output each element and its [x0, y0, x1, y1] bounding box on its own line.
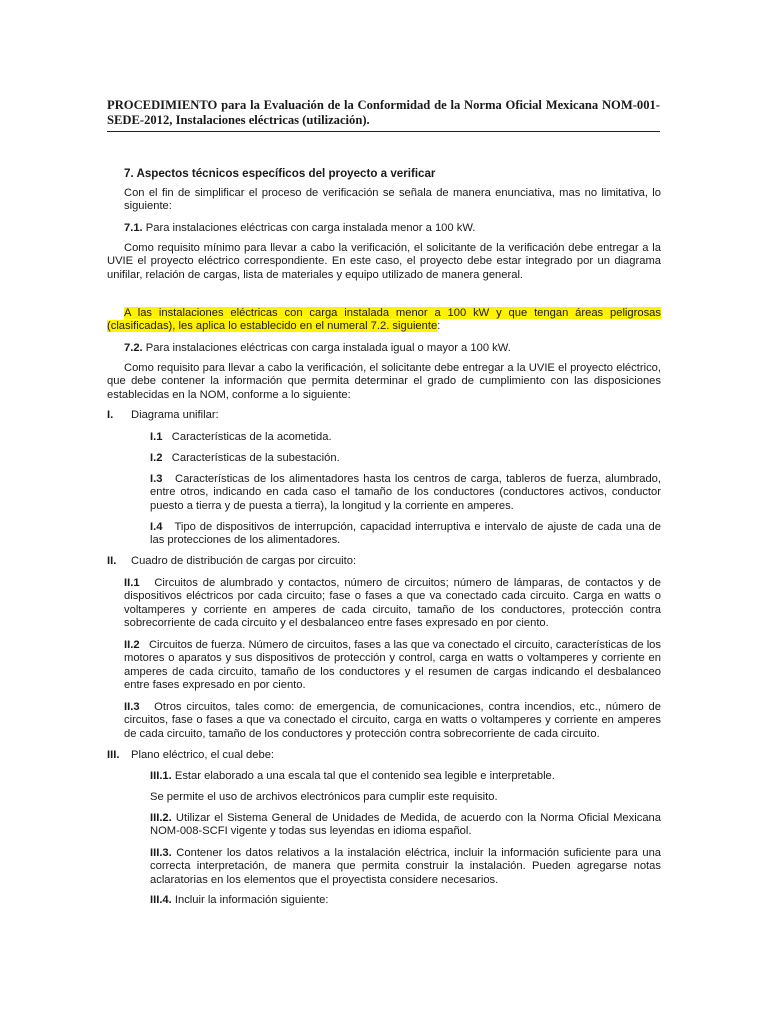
item-II-2-text: Circuitos de fuerza. Número de circuitos, fases a las que va conectado el circuito, características de los motores o aparatos y sus dispositivos de protección y control, carga en watts o voltamperes y corriente en amperes de cada circuito, tamaño de los conductores y el resumen de cargas indicando el desbalanceo entre fases expresado en por ciento.	[124, 639, 661, 692]
highlighted-note-text: A las instalaciones eléctricas con carga instalada menor a 100 kW y que tengan áreas peligrosas (clasificadas), les aplica lo establecido en el numeral 7.2. siguiente	[107, 307, 661, 333]
item-III-label: Plano eléctrico, el cual debe:	[131, 749, 275, 761]
item-I-2-number: I.2	[150, 452, 163, 464]
header-lead: PROCEDIMIENTO	[107, 98, 218, 112]
item-I-3-text: Características de los alimentadores hasta los centros de carga, tableros de fuerza, alumbrado, entre otros, indicando en cada caso el tamaño de los conductores (conductores activos, conductor puesto a tierra y de puesta a tierra), la longitud y la corriente en amperes.	[150, 473, 662, 512]
clause-7-2-requirement: Como requisito para llevar a cabo la verificación, el solicitante debe entregar a la UVIE el proyecto eléctrico, que debe contener la información que permita determinar el grado de cumplimiento con las disposiciones establecidas en la NOM, conforme a lo siguiente:	[107, 362, 661, 401]
section-title: 7. Aspectos técnicos específicos del proyecto a verificar	[124, 167, 436, 180]
item-I-1-number: I.1	[150, 431, 163, 443]
item-III-1	[150, 770, 661, 783]
item-I-1-text: Características de la acometida.	[171, 431, 332, 443]
item-II-3-number: II.3	[124, 701, 140, 713]
item-I	[107, 409, 661, 422]
item-III-1-text: Estar elaborado a una escala tal que el contenido sea legible e interpretable.	[174, 770, 555, 782]
item-III-number: III.	[107, 749, 120, 761]
item-I-2-text: Características de la subestación.	[171, 452, 340, 464]
highlighted-note-tail: :	[437, 320, 441, 333]
item-II-number: II.	[107, 555, 117, 567]
item-III-1-number: III.1.	[150, 770, 172, 782]
item-II-3	[124, 701, 661, 741]
item-II-2-number: II.2	[124, 639, 140, 651]
item-I-2	[150, 452, 661, 465]
item-III-4-text: Incluir la información siguiente:	[174, 894, 329, 906]
item-II-2	[124, 639, 661, 693]
item-II-1	[124, 577, 661, 631]
item-I-number: I.	[107, 409, 114, 421]
clause-7-1	[124, 222, 661, 235]
item-II	[107, 555, 661, 568]
item-III-2	[150, 812, 661, 839]
item-III	[107, 749, 661, 762]
item-III-2-number: III.2.	[150, 812, 172, 824]
item-III-3-text: Contener los datos relativos a la instalación eléctrica, incluir la información suficiente para una correcta interpretación, de manera que permita construir la instalación. Pueden agregarse notas aclaratorias en los elementos que el proyectista considere necesarios.	[150, 847, 662, 886]
item-II-label: Cuadro de distribución de cargas por circuito:	[131, 555, 357, 567]
clause-7-1-text: Para instalaciones eléctricas con carga instalada menor a 100 kW.	[142, 222, 476, 234]
section-intro	[124, 187, 661, 214]
item-I-3-number: I.3	[150, 473, 163, 485]
item-III-4-number: III.4.	[150, 894, 172, 906]
item-III-1-note: Se permite el uso de archivos electrónicos para cumplir este requisito.	[150, 791, 498, 803]
clause-7-1-requirement: Como requisito mínimo para llevar a cabo la verificación, el solicitante de la verificación debe entregar a la UVIE el proyecto eléctrico correspondiente. En este caso, el proyecto debe estar integrado por un diagrama unifilar, relación de cargas, lista de materiales y equipo utilizado de manera general.	[107, 242, 661, 281]
clause-7-1-number: 7.1.	[124, 222, 143, 234]
item-I-4-number: I.4	[150, 521, 163, 533]
clause-7-2-number: 7.2.	[124, 342, 143, 354]
item-III-3	[150, 847, 661, 887]
highlighted-note	[107, 307, 661, 334]
item-I-4-text: Tipo de dispositivos de interrupción, capacidad interruptiva e intervalo de ajuste de cada una de las protecciones de los alimentadores.	[150, 521, 662, 547]
item-I-label: Diagrama unifilar:	[131, 409, 219, 421]
item-III-3-number: III.3.	[150, 847, 172, 859]
clause-7-2-text: Para instalaciones eléctricas con carga instalada igual o mayor a 100 kW.	[142, 342, 511, 354]
item-II-1-text: Circuitos de alumbrado y contactos, número de circuitos; número de lámparas, de contactos y de dispositivos eléctricos por cada circuito; fase o fases a que va conectado cada circuito. Carga en watts o voltamperes y corriente en amperes de cada circuito, tamaño de los conductores, protección contra sobrecorriente de cada circuito y el desbalanceo entre fases expresado en por ciento.	[124, 577, 661, 630]
item-III-2-text: Utilizar el Sistema General de Unidades de Medida, de acuerdo con la Norma Oficial Mexicana NOM-008-SCFI vigente y todas sus leyendas en idioma español.	[150, 812, 661, 838]
item-I-4	[150, 521, 661, 548]
item-II-1-number: II.1	[124, 577, 140, 589]
item-I-3	[150, 473, 661, 513]
section-intro-text: Con el fin de simplificar el proceso de verificación se señala de manera enunciativa, mas no limitativa, lo siguiente:	[124, 187, 661, 213]
clause-7-2	[124, 342, 661, 355]
item-II-3-text: Otros circuitos, tales como: de emergencia, de comunicaciones, contra incendios, etc., número de circuitos, fase o fases a que va conectado el circuito, carga en watts o voltamperes y corriente en amperes de cada circuito, tamaño de los conductores y protección contra sobrecorriente de cada circuito.	[124, 701, 661, 740]
document-header	[107, 98, 660, 132]
header-title: para la Evaluación de la Conformidad de la Norma Oficial Mexicana NOM-001-SEDE-2012, Instalaciones eléctricas (utilización).	[107, 98, 660, 127]
item-I-1	[150, 431, 661, 444]
item-III-4	[150, 894, 661, 907]
